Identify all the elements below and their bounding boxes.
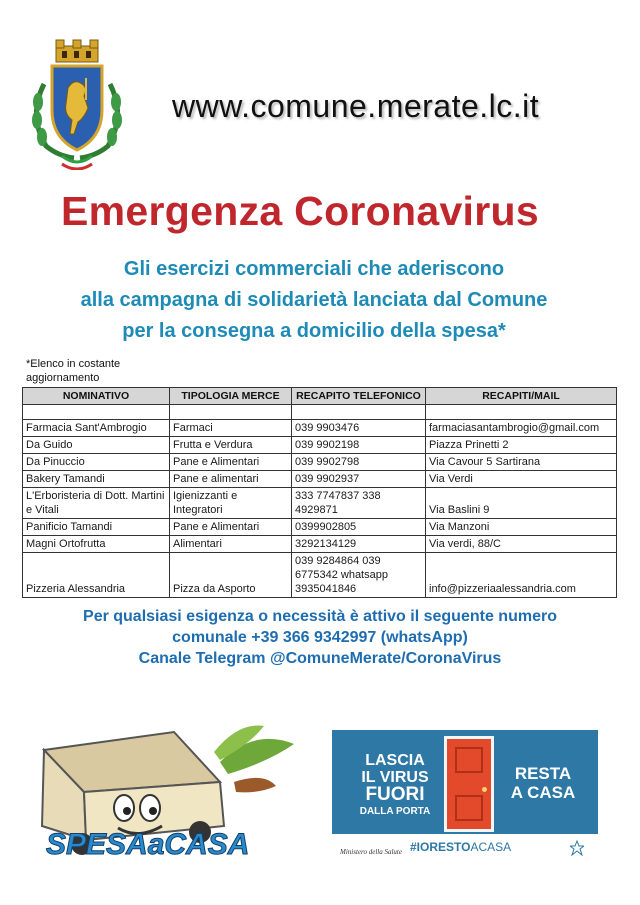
subtitle xyxy=(14,254,614,347)
town-crest-icon xyxy=(22,38,132,170)
lascia-line-3: FUORI xyxy=(365,784,425,805)
contact-info xyxy=(0,606,640,669)
hashtag-bold: #IORESTO xyxy=(410,840,471,854)
lascia-line-4: DALLA PORTA xyxy=(359,806,431,817)
table-row xyxy=(23,519,617,536)
door-panel xyxy=(455,795,483,821)
page-title: Emergenza Coronavirus xyxy=(61,188,539,234)
cell-tipologia: Pane e Alimentari xyxy=(170,519,292,536)
door-icon xyxy=(444,736,494,832)
cell-tipologia: Pane e Alimentari xyxy=(170,454,292,471)
cell-telefono: 039 9284864 039 6775342 whatsapp 3935041846 xyxy=(292,553,426,598)
cell-tipologia: Alimentari xyxy=(170,536,292,553)
cell-telefono: 0399902805 xyxy=(292,519,426,536)
resta-line-1: RESTA xyxy=(514,764,572,783)
cell-telefono: 039 9902198 xyxy=(292,437,426,454)
header-tipologia-merce: TIPOLOGIA MERCE xyxy=(170,388,292,405)
spesa-logo-text: SPESAaCASA xyxy=(46,828,250,857)
cell-nominativo: Bakery Tamandi xyxy=(23,471,170,488)
info-line-2: comunale +39 366 9342997 (whatsApp) xyxy=(172,629,468,646)
door-knob xyxy=(482,787,487,792)
cell-indirizzo: Via Manzoni xyxy=(426,519,617,536)
hashtag-thin: ACASA xyxy=(470,840,512,854)
cell-nominativo: Da Pinuccio xyxy=(23,454,170,471)
ministry-signature: Ministero della Salute xyxy=(340,848,402,856)
cell-nominativo: Da Guido xyxy=(23,437,170,454)
table-header-row xyxy=(23,388,617,405)
table-row-blank xyxy=(23,405,617,420)
table-cell-empty xyxy=(426,405,617,420)
lascia-line-1: LASCIA xyxy=(365,752,425,769)
lascia-line-2: IL VIRUS xyxy=(361,769,429,786)
table-row xyxy=(23,471,617,488)
table-cell-empty xyxy=(170,405,292,420)
cell-telefono: 039 9903476 xyxy=(292,420,426,437)
resta-a-casa-banner xyxy=(332,730,598,860)
header-recapiti-mail: RECAPITI/MAIL xyxy=(426,388,617,405)
update-note: *Elenco in costante aggiornamento xyxy=(26,358,121,384)
cell-tipologia: Igienizzanti e Integratori xyxy=(170,488,292,519)
cell-nominativo: Panificio Tamandi xyxy=(23,519,170,536)
hashtag-iorestoacasa xyxy=(410,840,511,854)
subtitle-line-3: per la consegna a domicilio della spesa* xyxy=(122,320,506,342)
lascia-il-virus-text xyxy=(350,752,440,820)
door-panel xyxy=(455,747,483,773)
table-row xyxy=(23,437,617,454)
cell-indirizzo: Via Cavour 5 Sartirana xyxy=(426,454,617,471)
shops-table xyxy=(22,387,617,598)
table-row xyxy=(23,454,617,471)
cell-tipologia: Pizza da Asporto xyxy=(170,553,292,598)
table-cell-empty xyxy=(292,405,426,420)
table-cell-empty xyxy=(23,405,170,420)
spesa-a-casa-logo xyxy=(24,722,324,857)
cell-nominativo: L'Erboristeria di Dott. Martini e Vitali xyxy=(23,488,170,519)
subtitle-line-1: Gli esercizi commerciali che aderiscono xyxy=(123,258,505,280)
resta-line-2: A CASA xyxy=(510,783,576,802)
info-line-3[interactable]: Canale Telegram @ComuneMerate/CoronaVirus xyxy=(138,650,502,667)
cell-indirizzo: Piazza Prinetti 2 xyxy=(426,437,617,454)
website-url[interactable]: www.comune.merate.lc.it xyxy=(172,88,540,124)
cell-indirizzo: Via verdi, 88/C xyxy=(426,536,617,553)
info-line-1: Per qualsiasi esigenza o necessità è attivo il seguente numero xyxy=(83,608,557,625)
header-recapito-telefonico: RECAPITO TELEFONICO xyxy=(292,388,426,405)
cell-nominativo: Magni Ortofrutta xyxy=(23,536,170,553)
cell-telefono: 039 9902937 xyxy=(292,471,426,488)
cell-mail-link[interactable]: farmaciasantambrogio@gmail.com xyxy=(426,420,617,437)
cell-tipologia: Frutta e Verdura xyxy=(170,437,292,454)
cell-telefono: 039 9902798 xyxy=(292,454,426,471)
cell-tipologia: Farmaci xyxy=(170,420,292,437)
italian-emblem-icon xyxy=(570,840,584,856)
cell-telefono: 333 7747837 338 4929871 xyxy=(292,488,426,519)
cell-nominativo: Farmacia Sant'Ambrogio xyxy=(23,420,170,437)
cell-indirizzo: Via Verdi xyxy=(426,471,617,488)
table-row xyxy=(23,553,617,598)
resta-a-casa-text xyxy=(498,764,588,802)
header-nominativo: NOMINATIVO xyxy=(23,388,170,405)
cell-indirizzo: Via Baslini 9 xyxy=(426,488,617,519)
cell-tipologia: Pane e alimentari xyxy=(170,471,292,488)
cell-mail-link[interactable]: info@pizzeriaalessandria.com xyxy=(426,553,617,598)
cell-telefono: 3292134129 xyxy=(292,536,426,553)
subtitle-line-2: alla campagna di solidarietà lanciata dal Comune xyxy=(80,289,548,311)
table-row xyxy=(23,420,617,437)
cell-nominativo: Pizzeria Alessandria xyxy=(23,553,170,598)
table-row xyxy=(23,488,617,519)
table-row xyxy=(23,536,617,553)
